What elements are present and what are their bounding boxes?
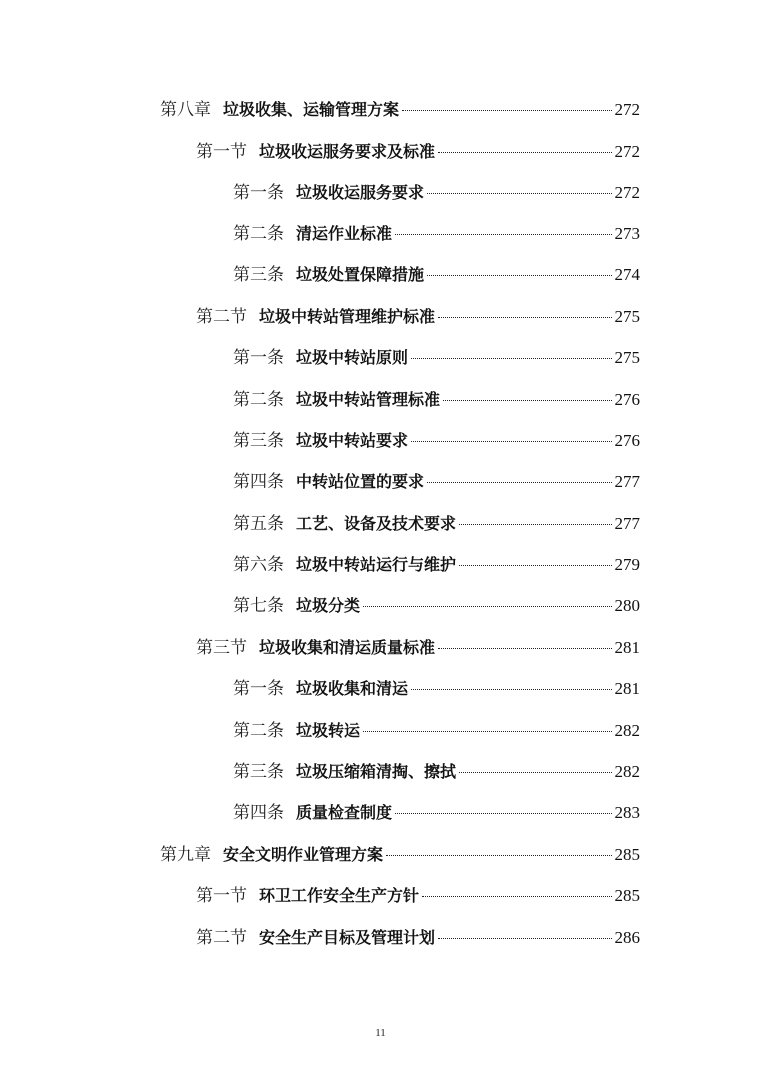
- toc-entry-page: 275: [614, 307, 640, 326]
- toc-entry-title: 垃圾处置保障措施: [296, 265, 425, 284]
- toc-dot-leader: [438, 152, 611, 153]
- toc-entry-page: 286: [614, 928, 640, 947]
- toc-entry-page: 272: [614, 100, 640, 119]
- toc-entry-number: 第三条: [233, 431, 284, 450]
- toc-dot-leader: [427, 275, 611, 276]
- toc-entry-page: 273: [614, 224, 640, 243]
- toc-entry[interactable]: [160, 843, 640, 867]
- toc-entry-title: 垃圾压缩箱清掏、擦拭: [296, 762, 457, 781]
- toc-entry[interactable]: [196, 140, 640, 164]
- toc-entry-page: 281: [614, 638, 640, 657]
- toc-entry[interactable]: [233, 719, 640, 743]
- toc-entry-number: 第一条: [233, 348, 284, 367]
- toc-entry-number: 第三条: [233, 265, 284, 284]
- toc-entry-title: 垃圾分类: [296, 596, 361, 615]
- toc-entry-number: 第一节: [196, 886, 247, 905]
- toc-entry-number: 第三条: [233, 762, 284, 781]
- toc-entry-number: 第七条: [233, 596, 284, 615]
- toc-entry-number: 第二节: [196, 928, 247, 947]
- toc-entry-page: 282: [614, 721, 640, 740]
- toc-entry-page: 285: [614, 886, 640, 905]
- toc-entry-page: 283: [614, 803, 640, 822]
- toc-entry-page: 272: [614, 142, 640, 161]
- toc-entry-title: 垃圾收运服务要求: [296, 183, 425, 202]
- toc-entry[interactable]: [196, 305, 640, 329]
- toc-entry-page: 277: [614, 472, 640, 491]
- toc-dot-leader: [411, 689, 611, 690]
- toc-entry-number: 第一节: [196, 142, 247, 161]
- toc-entry-title: 垃圾中转站原则: [296, 348, 409, 367]
- page-number: 11: [375, 1027, 386, 1039]
- toc-entry-title: 垃圾收运服务要求及标准: [259, 142, 436, 161]
- toc-dot-leader: [427, 193, 611, 194]
- toc-entry-page: 285: [614, 845, 640, 864]
- toc-entry-title: 垃圾中转站管理维护标准: [259, 307, 436, 326]
- toc-entry-number: 第四条: [233, 472, 284, 491]
- toc-entry-title: 工艺、设备及技术要求: [296, 514, 457, 533]
- toc-dot-leader: [438, 317, 611, 318]
- toc-entry-number: 第一条: [233, 183, 284, 202]
- toc-entry[interactable]: [233, 470, 640, 494]
- toc-entry-title: 垃圾收集和清运: [296, 679, 409, 698]
- toc-entry-number: 第九章: [160, 845, 211, 864]
- toc-entry-page: 279: [614, 555, 640, 574]
- toc-entry-title: 垃圾转运: [296, 721, 361, 740]
- toc-entry[interactable]: [196, 884, 640, 908]
- toc-entry-number: 第一条: [233, 679, 284, 698]
- toc-entry[interactable]: [196, 926, 640, 950]
- toc-entry-title: 清运作业标准: [296, 224, 393, 243]
- toc-entry[interactable]: [233, 760, 640, 784]
- toc-entry-number: 第三节: [196, 638, 247, 657]
- toc-dot-leader: [459, 772, 611, 773]
- toc-dot-leader: [386, 855, 611, 856]
- toc-dot-leader: [411, 358, 611, 359]
- toc-entry[interactable]: [233, 594, 640, 618]
- toc-entry-page: 274: [614, 265, 640, 284]
- toc-entry[interactable]: [196, 636, 640, 660]
- toc-entry-page: 282: [614, 762, 640, 781]
- toc-entry[interactable]: [233, 429, 640, 453]
- toc-entry-title: 安全生产目标及管理计划: [259, 928, 436, 947]
- toc-entry-number: 第二条: [233, 721, 284, 740]
- toc-entry-title: 垃圾收集、运输管理方案: [223, 100, 400, 119]
- toc-entry[interactable]: [233, 263, 640, 287]
- toc-entry-page: 277: [614, 514, 640, 533]
- toc-entry[interactable]: [233, 346, 640, 370]
- toc-entry-page: 276: [614, 431, 640, 450]
- toc-dot-leader: [438, 648, 611, 649]
- toc-dot-leader: [438, 938, 611, 939]
- toc-entry-number: 第四条: [233, 803, 284, 822]
- toc-entry-title: 中转站位置的要求: [296, 472, 425, 491]
- toc-dot-leader: [459, 565, 611, 566]
- toc-entry-title: 垃圾中转站要求: [296, 431, 409, 450]
- toc-entry-page: 276: [614, 390, 640, 409]
- toc-entry[interactable]: [233, 512, 640, 536]
- toc-entry[interactable]: [233, 222, 640, 246]
- toc-entry-page: 280: [614, 596, 640, 615]
- toc-entry[interactable]: [160, 98, 640, 122]
- toc-entry-title: 垃圾中转站运行与维护: [296, 555, 457, 574]
- toc-entry-number: 第五条: [233, 514, 284, 533]
- toc-entry-title: 环卫工作安全生产方针: [259, 886, 420, 905]
- toc-dot-leader: [363, 731, 611, 732]
- toc-entry[interactable]: [233, 677, 640, 701]
- toc-entry-title: 安全文明作业管理方案: [223, 845, 384, 864]
- toc-dot-leader: [411, 441, 611, 442]
- toc-entry-number: 第二条: [233, 390, 284, 409]
- toc-entry-number: 第六条: [233, 555, 284, 574]
- toc-dot-leader: [427, 482, 611, 483]
- toc-dot-leader: [395, 813, 611, 814]
- toc-dot-leader: [363, 606, 611, 607]
- toc-entry[interactable]: [233, 801, 640, 825]
- toc-entry-page: 275: [614, 348, 640, 367]
- toc-entry[interactable]: [233, 553, 640, 577]
- toc-entry-number: 第八章: [160, 100, 211, 119]
- toc-entry-title: 垃圾收集和清运质量标准: [259, 638, 436, 657]
- toc-dot-leader: [422, 896, 611, 897]
- toc-entry[interactable]: [233, 181, 640, 205]
- toc-entry[interactable]: [233, 388, 640, 412]
- toc-entry-title: 垃圾中转站管理标准: [296, 390, 441, 409]
- toc-dot-leader: [395, 234, 611, 235]
- toc-entry-number: 第二节: [196, 307, 247, 326]
- toc-dot-leader: [443, 400, 611, 401]
- toc-dot-leader: [459, 524, 611, 525]
- toc-entry-page: 272: [614, 183, 640, 202]
- toc-entry-title: 质量检查制度: [296, 803, 393, 822]
- toc-dot-leader: [402, 110, 611, 111]
- toc-entry-number: 第二条: [233, 224, 284, 243]
- toc-entry-page: 281: [614, 679, 640, 698]
